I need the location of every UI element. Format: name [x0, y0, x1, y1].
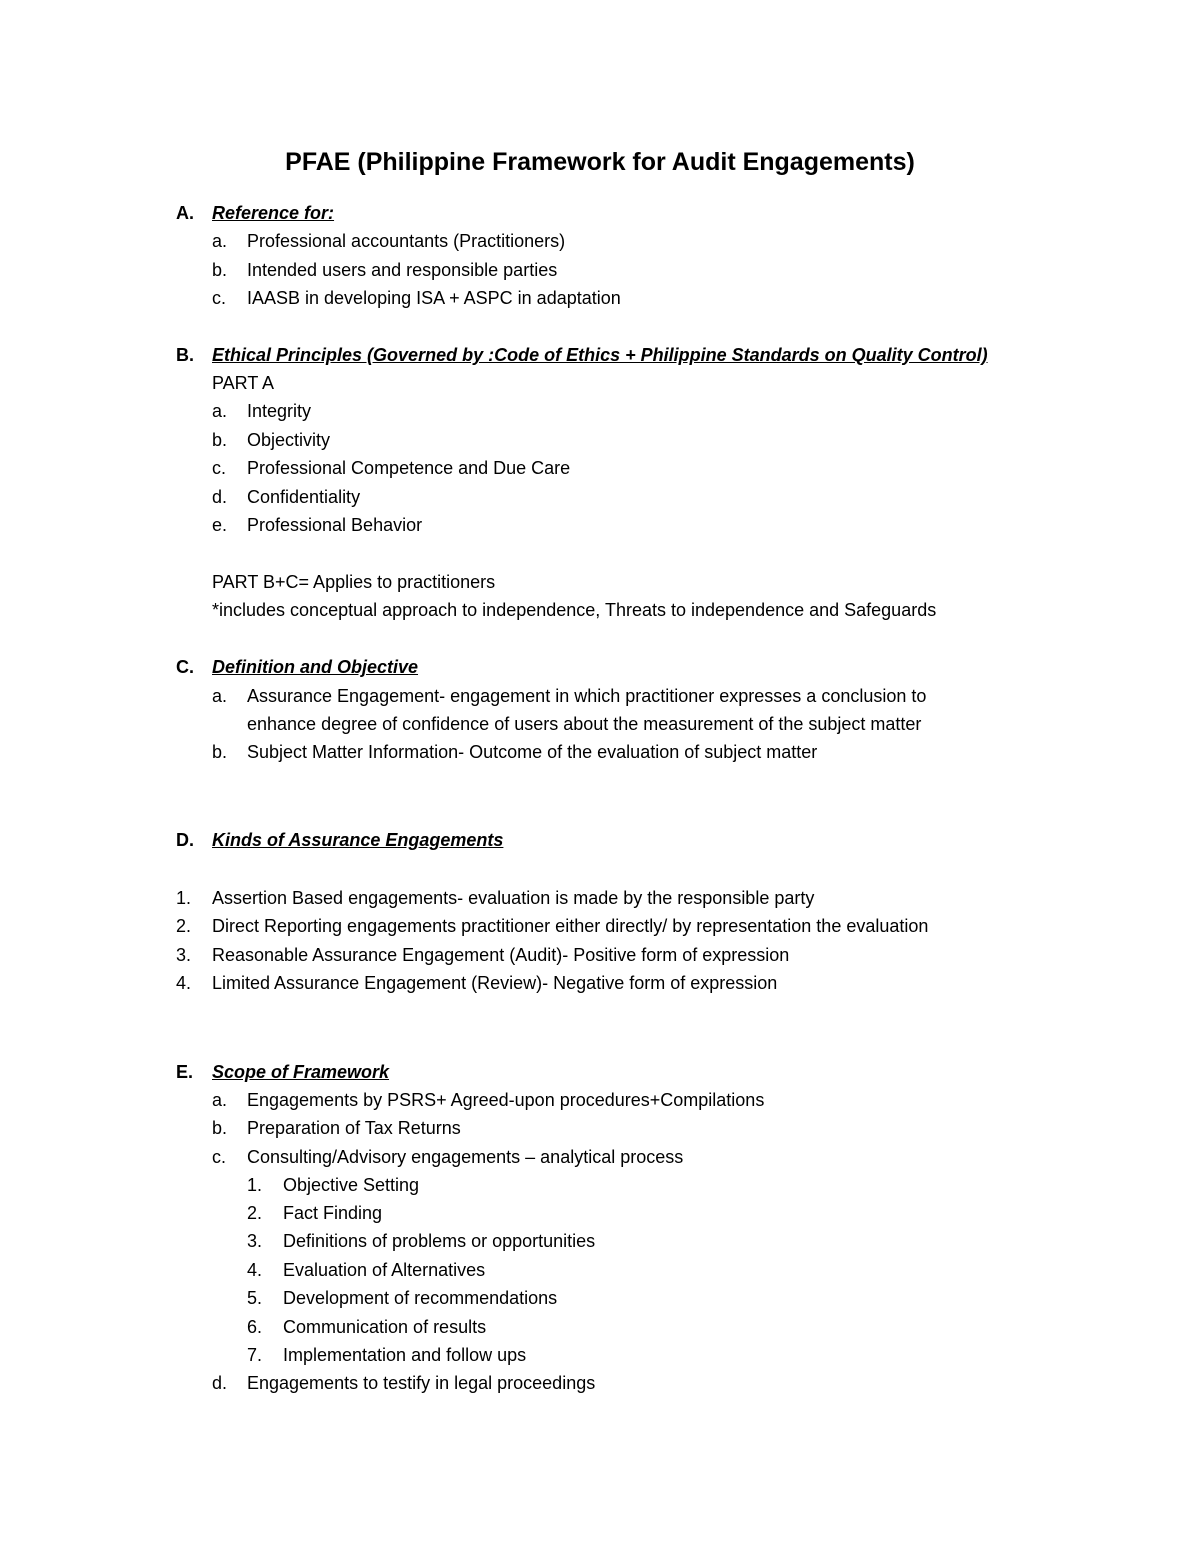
- document-title: PFAE (Philippine Framework for Audit Engagements): [285, 148, 915, 176]
- list-marker: c.: [212, 1147, 227, 1167]
- list-marker: b.: [212, 260, 228, 280]
- list-item: Consulting/Advisory engagements – analytical process: [247, 1147, 684, 1167]
- list-item: Confidentiality: [247, 487, 361, 507]
- list-marker: d.: [212, 1373, 228, 1393]
- sub-list-marker: 3.: [247, 1231, 263, 1251]
- list-marker: a.: [212, 1090, 228, 1110]
- sub-list-item: Implementation and follow ups: [283, 1345, 527, 1365]
- list-marker: b.: [212, 430, 228, 450]
- section-heading: Scope of Framework: [212, 1062, 390, 1082]
- list-item-continuation: enhance degree of confidence of users about the measurement of the subject matter: [247, 714, 922, 734]
- list-marker: 3.: [176, 945, 192, 965]
- list-item: Direct Reporting engagements practitioner either directly/ by representation the evaluation: [212, 916, 929, 936]
- sub-list-item: Definitions of problems or opportunities: [283, 1231, 596, 1251]
- list-item: Professional accountants (Practitioners): [247, 231, 566, 251]
- list-item: IAASB in developing ISA + ASPC in adaptation: [247, 288, 621, 308]
- section-heading: Reference for:: [212, 203, 335, 223]
- section-marker: C.: [176, 657, 194, 677]
- section-marker: A.: [176, 203, 194, 223]
- sub-list-marker: 1.: [247, 1175, 263, 1195]
- note-text: *includes conceptual approach to independence, Threats to independence and Safeguards: [212, 600, 937, 620]
- sub-list-item: Communication of results: [283, 1317, 487, 1337]
- list-marker: a.: [212, 686, 228, 706]
- list-marker: a.: [212, 231, 228, 251]
- sub-list-marker: 4.: [247, 1260, 263, 1280]
- section-marker: B.: [176, 345, 194, 365]
- list-item: Engagements to testify in legal proceedings: [247, 1373, 596, 1393]
- section-marker: D.: [176, 830, 194, 850]
- list-item: Engagements by PSRS+ Agreed-upon procedures+Compilations: [247, 1090, 765, 1110]
- list-marker: e.: [212, 515, 228, 535]
- sub-list-marker: 5.: [247, 1288, 263, 1308]
- sub-list-item: Development of recommendations: [283, 1288, 558, 1308]
- part-label: PART B+C= Applies to practitioners: [212, 572, 496, 592]
- section-marker: E.: [176, 1062, 194, 1082]
- list-item: Assurance Engagement- engagement in which practitioner expresses a conclusion to: [247, 686, 927, 706]
- list-item: Reasonable Assurance Engagement (Audit)- Positive form of expression: [212, 945, 790, 965]
- list-item: Preparation of Tax Returns: [247, 1118, 461, 1138]
- list-item: Assertion Based engagements- evaluation is made by the responsible party: [212, 888, 815, 908]
- list-marker: c.: [212, 288, 227, 308]
- list-marker: 1.: [176, 888, 192, 908]
- list-item: Professional Competence and Due Care: [247, 458, 571, 478]
- sub-list-item: Fact Finding: [283, 1203, 383, 1223]
- list-marker: 4.: [176, 973, 192, 993]
- list-marker: c.: [212, 458, 227, 478]
- sub-list-marker: 6.: [247, 1317, 263, 1337]
- list-marker: b.: [212, 742, 228, 762]
- section-heading: Ethical Principles (Governed by :Code of Ethics + Philippine Standards on Quality Control): [212, 345, 988, 365]
- sub-list-item: Objective Setting: [283, 1175, 420, 1195]
- sub-list-item: Evaluation of Alternatives: [283, 1260, 486, 1280]
- section-heading: Definition and Objective: [212, 657, 419, 677]
- sub-list-marker: 2.: [247, 1203, 263, 1223]
- list-marker: 2.: [176, 916, 192, 936]
- list-marker: b.: [212, 1118, 228, 1138]
- part-label: PART A: [212, 373, 275, 393]
- section-heading: Kinds of Assurance Engagements: [212, 830, 504, 850]
- list-item: Objectivity: [247, 430, 331, 450]
- list-item: Professional Behavior: [247, 515, 423, 535]
- list-item: Integrity: [247, 401, 312, 421]
- list-item: Limited Assurance Engagement (Review)- Negative form of expression: [212, 973, 778, 993]
- list-marker: d.: [212, 487, 228, 507]
- list-item: Intended users and responsible parties: [247, 260, 558, 280]
- list-item: Subject Matter Information- Outcome of the evaluation of subject matter: [247, 742, 818, 762]
- sub-list-marker: 7.: [247, 1345, 263, 1365]
- list-marker: a.: [212, 401, 228, 421]
